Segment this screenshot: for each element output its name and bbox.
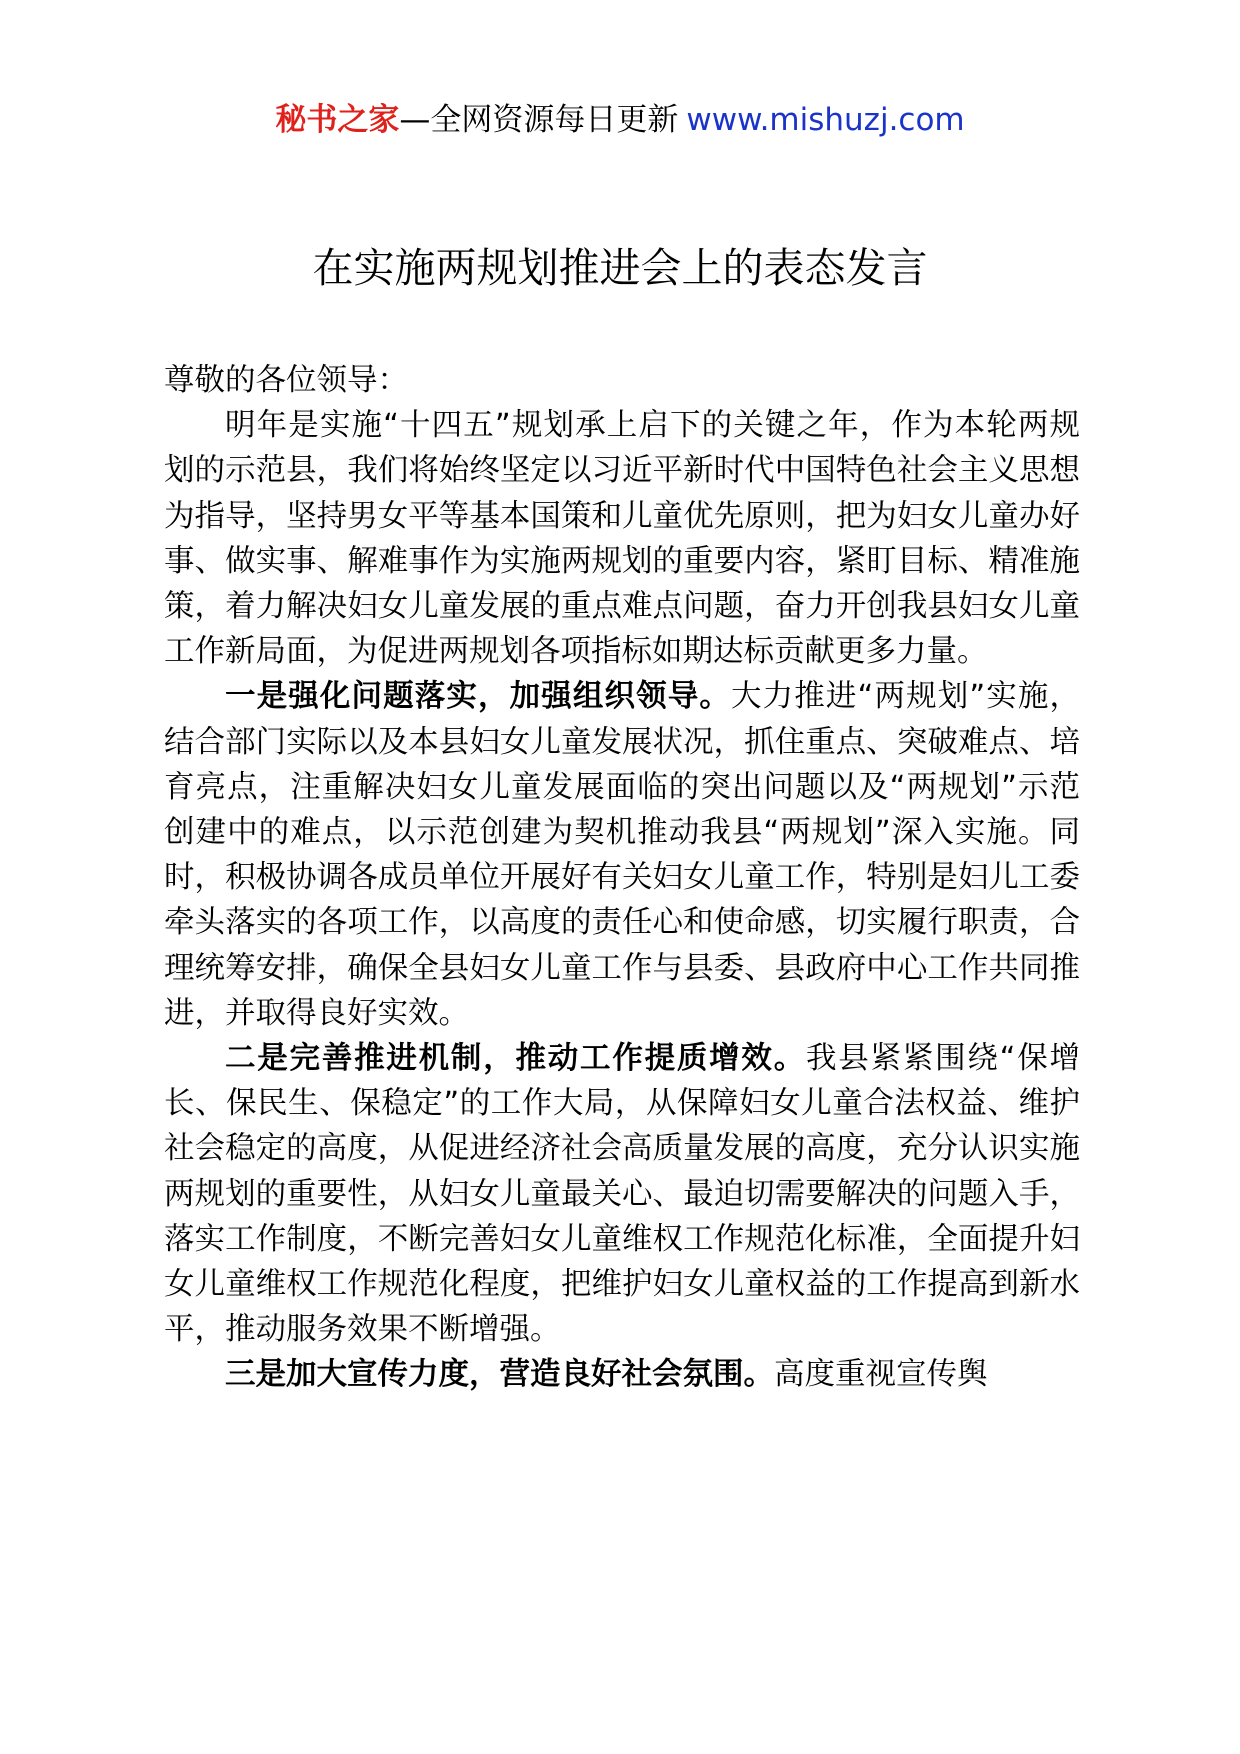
paragraph-lead: 二是完善推进机制，推动工作提质增效。 — [225, 1041, 806, 1077]
paragraph-lead: 一是强化问题落实，加强组织领导。 — [225, 679, 732, 715]
paragraph-point-2 — [164, 1036, 1080, 1352]
site-url-link[interactable]: www.mishuzj.com — [686, 102, 965, 138]
paragraph-point-1 — [164, 674, 1080, 1036]
paragraph-lead: 三是加大宣传力度，营造良好社会氛围。 — [225, 1357, 774, 1393]
paragraph-text: 大力推进“两规划”实施，结合部门实际以及本县妇女儿童发展状况，抓住重点、突破难点、培育亮点，注重解决妇女儿童发展面临的突出问题以及“两规划”示范创建中的难点，以示范创建为契机推动我县“两规划”深入实施。同时，积极协调各成员单位开展好有关妇女儿童工作，特别是妇儿工委牵头落实的各项工作，以高度的责任心和使命感，切实履行职责，合理统筹安排，确保全县妇女儿童工作与县委、县政府中心工作共同推进，并取得良好实效。 — [164, 679, 1080, 1031]
paragraph-text: 明年是实施“十四五”规划承上启下的关键之年，作为本轮两规划的示范县，我们将始终坚定以习近平新时代中国特色社会主义思想为指导，坚持男女平等基本国策和儿童优先原则，把为妇女儿童办好事、做实事、解难事作为实施两规划的重要内容，紧盯目标、精准施策，着力解决妇女儿童发展的重点难点问题，奋力开创我县妇女儿童工作新局面，为促进两规划各项指标如期达标贡献更多力量。 — [164, 408, 1080, 670]
site-header — [0, 98, 1240, 142]
paragraph-point-3 — [164, 1352, 1080, 1397]
document-title: 在实施两规划推进会上的表态发言 — [312, 244, 928, 292]
site-brand: 秘书之家 — [275, 102, 400, 138]
paragraph-intro — [164, 403, 1080, 674]
document-body — [164, 358, 1080, 1398]
paragraph-text: 高度重视宣传舆 — [774, 1357, 988, 1393]
salutation: 尊敬的各位领导： — [164, 363, 408, 398]
paragraph-text: 我县紧紧围绕“保增长、保民生、保稳定”的工作大局，从保障妇女儿童合法权益、维护社会稳定的高度，从促进经济社会高质量发展的高度，充分认识实施两规划的重要性，从妇女儿童最关心、最迫切需要解决的问题入手，落实工作制度，不断完善妇女儿童维权工作规范化标准，全面提升妇女儿童维权工作规范化程度，把维护妇女儿童权益的工作提高到新水平，推动服务效果不断增强。 — [164, 1041, 1080, 1348]
site-tagline: —全网资源每日更新 — [399, 102, 679, 138]
